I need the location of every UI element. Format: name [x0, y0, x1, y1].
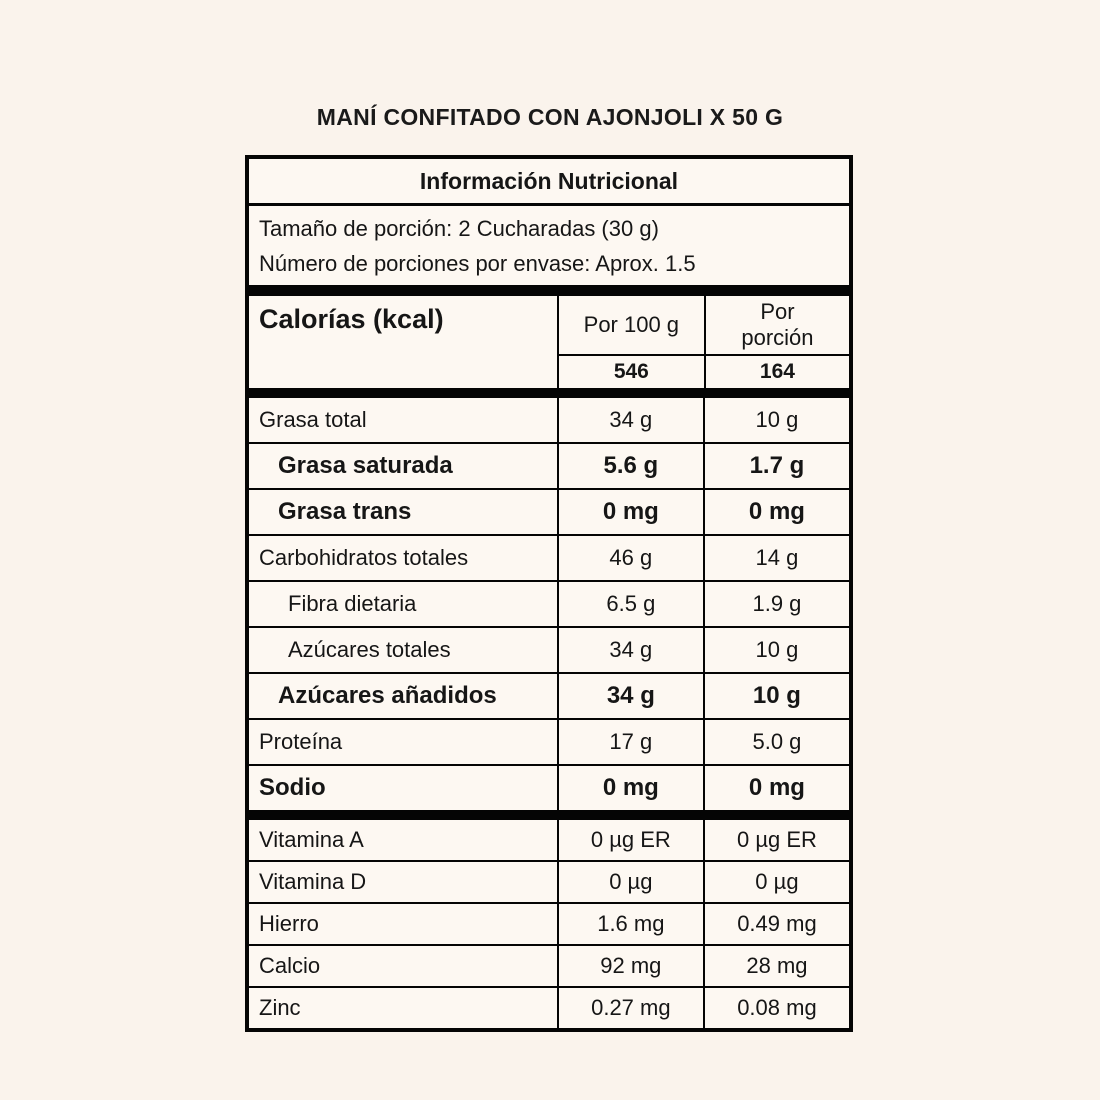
nutrient-name: Proteína — [259, 729, 343, 754]
value-per-serving: 14 g — [703, 536, 849, 580]
value-per-serving: 10 g — [703, 674, 849, 718]
value-per-100g: 34 g — [557, 628, 703, 672]
value-per-serving: 28 mg — [703, 946, 849, 986]
value-per-100g: 0 mg — [557, 766, 703, 810]
nutrient-name: Vitamina D — [259, 869, 367, 894]
value-per-100g: 0 µg ER — [557, 820, 703, 860]
table-row — [249, 860, 849, 902]
table-row — [249, 442, 849, 488]
section-divider — [249, 810, 849, 820]
value-per-serving: 0 mg — [703, 490, 849, 534]
calories-label: Calorías (kcal) — [259, 304, 444, 334]
nutrient-name: Azúcares añadidos — [278, 682, 497, 709]
table-row — [249, 534, 849, 580]
table-row — [249, 580, 849, 626]
nutrient-rows — [249, 398, 849, 810]
table-row — [249, 626, 849, 672]
table-header: Información Nutricional — [249, 159, 849, 206]
value-per-100g: 46 g — [557, 536, 703, 580]
column-header-per-serving: Por porción — [704, 296, 849, 354]
value-per-serving: 0.49 mg — [703, 904, 849, 944]
value-per-100g: 1.6 mg — [557, 904, 703, 944]
table-row — [249, 764, 849, 810]
value-per-serving: 0 µg ER — [703, 820, 849, 860]
calories-section — [249, 296, 849, 388]
value-per-100g: 34 g — [557, 398, 703, 442]
value-per-serving: 10 g — [703, 398, 849, 442]
calories-per-serving-value: 164 — [704, 356, 849, 388]
table-row — [249, 902, 849, 944]
value-per-serving: 1.9 g — [703, 582, 849, 626]
nutrient-name: Fibra dietaria — [288, 591, 417, 616]
nutrient-name: Carbohidratos totales — [259, 545, 469, 570]
value-per-100g: 0 mg — [557, 490, 703, 534]
table-row — [249, 986, 849, 1028]
value-per-serving: 5.0 g — [703, 720, 849, 764]
value-per-serving: 0 mg — [703, 766, 849, 810]
servings-per-container-text: Número de porciones por envase: Aprox. 1.5 — [259, 251, 696, 276]
nutrient-name: Grasa total — [259, 407, 367, 432]
column-header-per-100g: Por 100 g — [583, 312, 680, 337]
nutrient-name: Calcio — [259, 953, 321, 978]
table-row — [249, 398, 849, 442]
value-per-100g: 92 mg — [557, 946, 703, 986]
value-per-100g: 6.5 g — [557, 582, 703, 626]
nutrient-name: Grasa trans — [278, 498, 412, 525]
nutrient-name: Grasa saturada — [278, 452, 453, 479]
value-per-100g: 5.6 g — [557, 444, 703, 488]
nutrient-name: Azúcares totales — [288, 637, 451, 662]
nutrient-name: Hierro — [259, 911, 319, 936]
table-row — [249, 944, 849, 986]
value-per-100g: 34 g — [557, 674, 703, 718]
table-row — [249, 488, 849, 534]
value-per-serving: 1.7 g — [703, 444, 849, 488]
product-title: MANÍ CONFITADO CON AJONJOLI X 50 G — [316, 104, 784, 130]
value-per-serving: 0.08 mg — [703, 988, 849, 1028]
nutrition-facts-table — [245, 155, 853, 1032]
table-row — [249, 820, 849, 860]
serving-size-text: Tamaño de porción: 2 Cucharadas (30 g) — [259, 216, 659, 241]
serving-info-section — [249, 206, 849, 285]
table-row — [249, 718, 849, 764]
value-per-serving: 0 µg — [703, 862, 849, 902]
section-divider — [249, 388, 849, 398]
value-per-100g: 0.27 mg — [557, 988, 703, 1028]
nutrient-name: Zinc — [259, 995, 301, 1020]
nutrient-name: Sodio — [259, 774, 326, 801]
calories-columns — [557, 296, 849, 388]
micronutrient-rows — [249, 820, 849, 1028]
section-divider — [249, 285, 849, 296]
value-per-100g: 17 g — [557, 720, 703, 764]
calories-per-100g-value: 546 — [613, 360, 649, 383]
value-per-100g: 0 µg — [557, 862, 703, 902]
nutrient-name: Vitamina A — [259, 827, 364, 852]
value-per-serving: 10 g — [703, 628, 849, 672]
table-row — [249, 672, 849, 718]
